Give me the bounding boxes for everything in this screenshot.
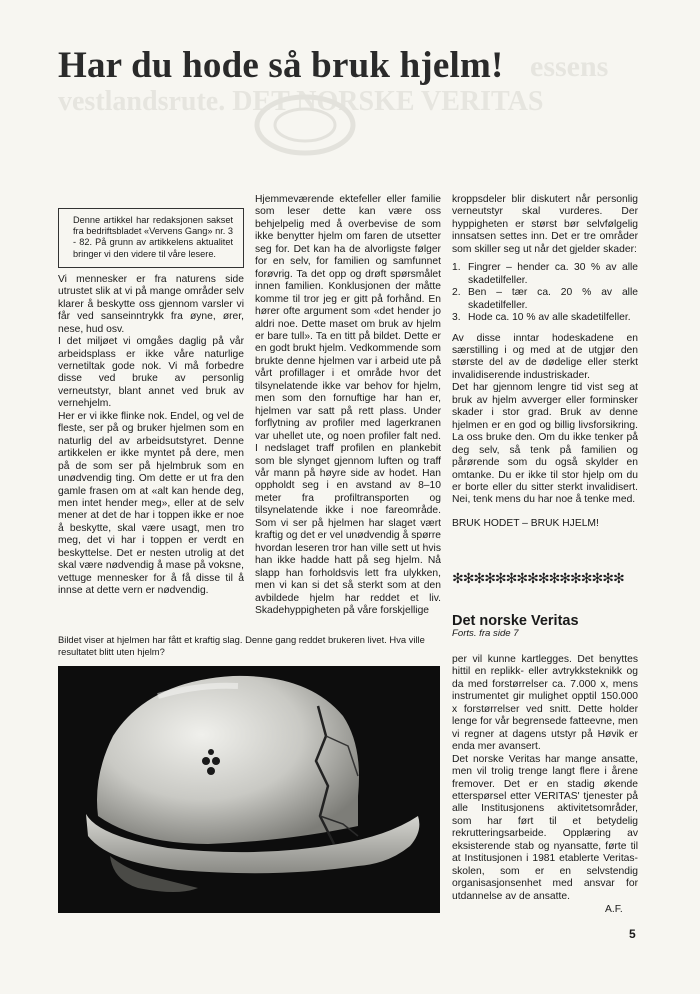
- column-3: [452, 194, 638, 530]
- paragraph: Vi mennesker er fra naturens side utrustet slik at vi på mange områder selv klarer å beskytte oss gjennom varsler vi får ved sanseinntrykk fra øyne, ører, nese, hud osv.: [58, 273, 244, 335]
- page-number: 5: [629, 927, 636, 941]
- paragraph: Av disse inntar hodeskadene en særstilling i og med at de utgjør den største del av de dødelige eller sterkt invalidiserende industriskader.: [452, 332, 638, 381]
- list-item: 1. Fingrer – hender ca. 30 % av alle skadetilfeller.: [452, 262, 638, 286]
- paragraph: Her er vi ikke flinke nok. Endel, og vel de fleste, ser på og bruker hjelmen som en naturlig del av arbeidsutstyret. Denne artikkelen er ikke myntet på dere, men på de som ser på hjelmbruk som en unødvendig ting. Om dette er ut fra den gamle frasen om at «alt kan hende deg, men intet hender meg», eller at de selv mener at det de har i toppen ikke er noe å beskytte, skal være usagt, men tro meg, det vi har i toppen er verdt en beskyttelse. Det er nesten utrolig at det skal være nødvendig å mase på voksne, vettuge mennesker for å få disse til å innse at dette vern er nødvendig.: [58, 410, 245, 597]
- signature: A.F.: [605, 904, 623, 915]
- paragraph: kroppsdeler blir diskutert når personlig verneutstyr skal vurderes. Der hyppigheten er størst bør selvfølgelig innsatsen settes inn. Det er tre områder som skiller seg ut når det gjelder skader:: [452, 194, 638, 255]
- paragraph: Det har gjennom lengre tid vist seg at bruk av hjelm avverger eller forminsker skader i stor grad. Bruk av denne hjelmen er en god og billig livsforsikring. La oss bruke den. Om du ikke tenker på deg selv, så tenk på familien og pårørende som du også skylder en omtanke. Du er ikke til stor hjelp om du er borte eller du sitter sterkt invalidisert. Nei, tenk mens du har noe å tenke med.: [452, 382, 638, 506]
- section-divider: ✻✻✻✻✻✻✻✻✻✻✻✻✻✻✻✻: [452, 570, 624, 586]
- ghost-line-2: vestlandsrute. DET NORSKE VERITAS: [58, 86, 544, 117]
- injury-list: [452, 262, 638, 324]
- column-2: [255, 194, 441, 617]
- closing-slogan: BRUK HODET – BRUK HJELM!: [452, 517, 599, 529]
- photo-caption: Bildet viser at hjelmen har fått et kraftig slag. Denne gang reddet brukeren livet. Hva ville resultatet blitt uten hjelm?: [58, 634, 425, 657]
- veritas-title: Det norske Veritas: [452, 613, 579, 629]
- veritas-column: [452, 654, 638, 903]
- paragraph: Hjemmeværende ektefeller eller familie som leser dette kan være oss behjelpelig med å overbevise de som ikke benytter hjelm om faren de utsetter seg for. Det kan ha de alvorligste følger for en selv, for familien og samfunnet forøvrig. Ta det opp og drøft spørsmålet innen familien. Konklusjonen der måtte komme til tror jeg er gitt på forhånd. En hører ofte argument som «det hender jo aldri noe. Dette maset om bruk av hjelm er bare tull». Ta en titt på bildet. Dette er en godt brukt hjelm. Vedkommende som brukte denne hjelmen var i arbeid ute på vårt profillager i et område hvor det tilsynelatende ikke var behov for hjelm, men som den fornuftige har han er, hjelmen var satt på rett plass. Under forflytning av profiler med lagerkranen var uhellet ute, og noen profiler falt ned. I nedslaget traff profilen en plankebit som ble slynget gjennom luften og traff vår mann på høyre side av hodet. Han oppholdt seg i en avstand av 8–10 meter fra profiltransporten og tilsynelatende ikke i noe fareområde. Som vi ser på hjelmen har slaget vært kraftig og det er vel unødvendig å spørre hvordan leseren tror han ville sett ut hvis han ikke hadde hatt på seg hjelm. Nå slapp han forholdsvis lett fra ulykken, men vi kan si det så sterkt som at den avbildede hjelm har reddet et liv. Skadehyppigheten på våre forskjellige: [255, 194, 441, 616]
- list-item: 2. Ben – tær ca. 20 % av alle skadetilfeller.: [452, 287, 638, 311]
- paragraph: I det miljøet vi omgåes daglig på vår arbeidsplass er ikke våre naturlige vernetiltak gode nok. Vi må forbedre disse ved bruke av personlig verneutstyr, blant annet ved bruk av vernehjelm.: [58, 336, 244, 410]
- ghost-line-1: essens: [530, 50, 609, 83]
- article-headline: Har du hode så bruk hjelm!: [58, 45, 504, 86]
- ghost-emblem: [250, 90, 360, 160]
- column-1: [58, 208, 244, 598]
- list-item: 3. Hode ca. 10 % av alle skadetilfeller.: [452, 312, 631, 324]
- helmet-photo: [58, 666, 440, 913]
- damaged-helmet-image: [58, 666, 440, 913]
- paragraph: Det norske Veritas har mange ansatte, men vil trolig trenge langt flere i årene fremover. Det er en stadig økende etterspørsel etter VERITAS' tjenester på alle Institusjonens aktivitetsområder, som har ført til et betydelig rekrutteringsarbeide. Opplæring av eksisterende stab og nyansatte, førte til at Institusjonen i 1981 etablerte Veritas-skolen, som er en selvstendig organisasjonsenhet med ansvar for utdannelse av de ansatte.: [452, 753, 638, 902]
- paragraph: per vil kunne kartlegges. Det benyttes hittil en replikk- eller avtrykksteknikk og da med forstørrelser ca. 7.000 x, mens instrumentet gir mulighet opptil 150.000 x forstørrelser ved snitt. Dette holder lenge for vår begrensede fatteevne, men vi regner at dagens utstyr på Høvik er enda mer avansert.: [452, 654, 638, 753]
- intro-box: Denne artikkel har redaksjonen sakset fra bedriftsbladet «Vervens Gang» nr. 3 - 82. På grunn av artikkelens aktualitet bringer vi den videre til våre lesere.: [58, 208, 244, 268]
- veritas-subtitle: Forts. fra side 7: [452, 628, 519, 639]
